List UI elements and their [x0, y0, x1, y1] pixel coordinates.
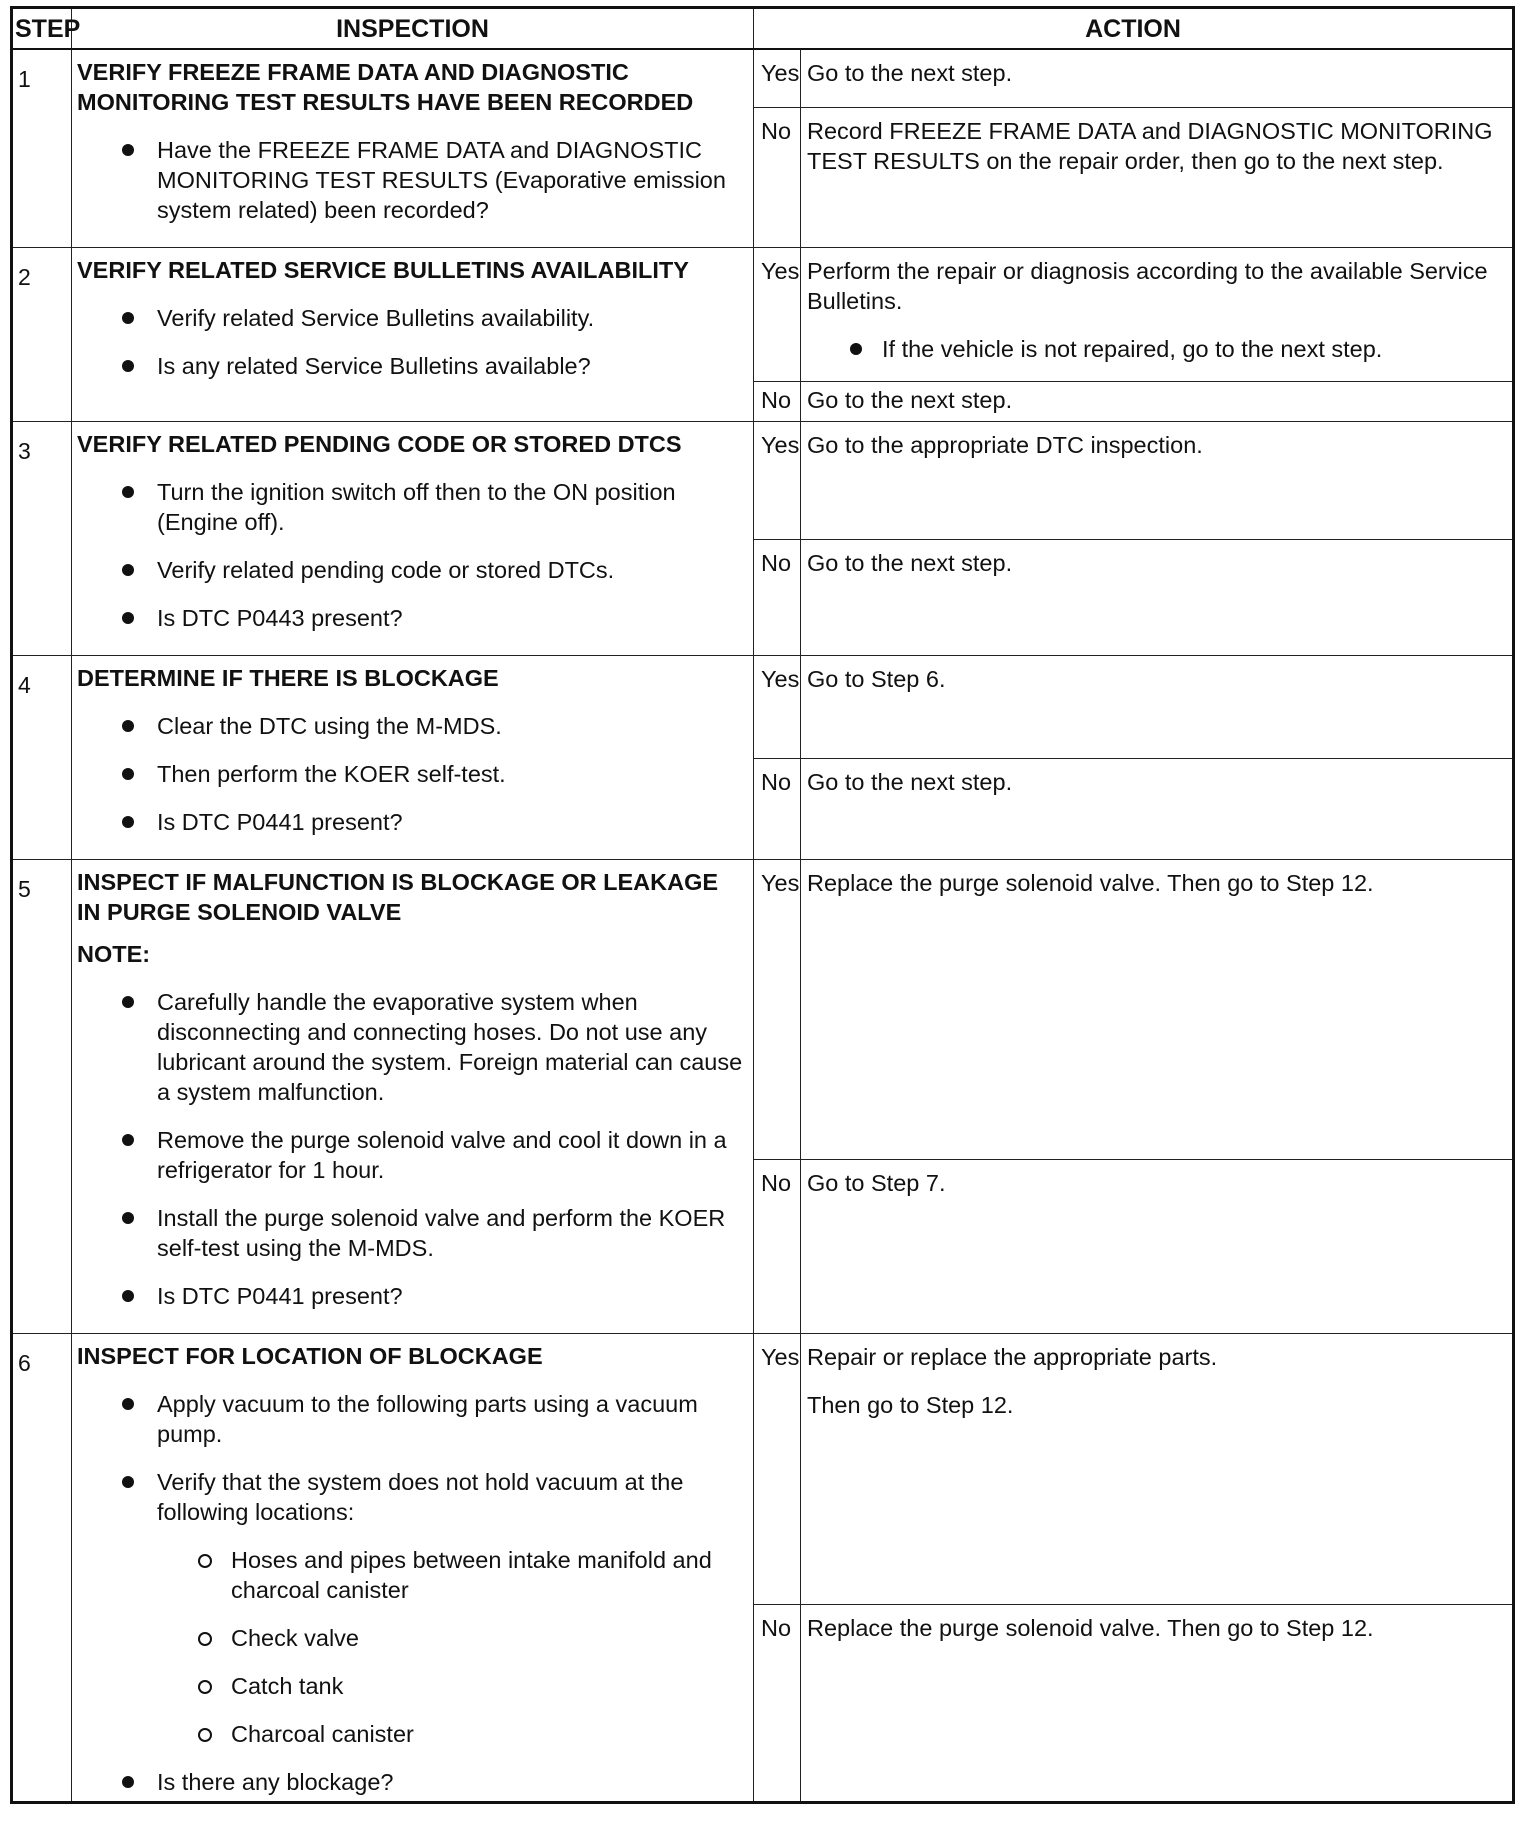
note-label: NOTE:	[77, 941, 151, 967]
no-action: Replace the purge solenoid valve. Then go to Step 12.	[801, 1604, 1514, 1802]
yes-action-followup: Then go to Step 12.	[807, 1392, 1014, 1418]
inspection-bullet-list	[77, 1389, 743, 1797]
inspection-bullet: Apply vacuum to the following parts using a vacuum pump.	[77, 1389, 743, 1449]
step-title: INSPECT IF MALFUNCTION IS BLOCKAGE OR LEAKAGE IN PURGE SOLENOID VALVE	[77, 869, 719, 925]
step-1-yes-row	[12, 49, 1514, 107]
action-bullet: If the vehicle is not repaired, go to the next step.	[807, 334, 1504, 364]
no-label: No	[754, 382, 801, 422]
inspection-bullet: Verify related Service Bulletins availability.	[77, 303, 743, 333]
inspection-bullet: Is DTC P0441 present?	[77, 1281, 743, 1311]
inspection-bullet: Remove the purge solenoid valve and cool it down in a refrigerator for 1 hour.	[77, 1125, 743, 1185]
step-3-inspection	[72, 422, 754, 656]
step-number: 3	[12, 422, 72, 656]
step-number: 6	[12, 1334, 72, 1803]
no-action: Go to the next step.	[801, 758, 1514, 859]
yes-action: Repair or replace the appropriate parts.	[807, 1344, 1218, 1370]
step-2-yes-row	[12, 248, 1514, 382]
inspection-column-header: INSPECTION	[72, 8, 754, 50]
yes-label: Yes	[754, 49, 801, 107]
yes-label: Yes	[754, 656, 801, 759]
inspection-bullet: Install the purge solenoid valve and perform the KOER self-test using the M-MDS.	[77, 1203, 743, 1263]
action-bullet-list	[807, 334, 1504, 364]
step-number: 2	[12, 248, 72, 422]
yes-label: Yes	[754, 1334, 801, 1605]
step-2-inspection	[72, 248, 754, 422]
step-number: 4	[12, 656, 72, 860]
step-1-inspection	[72, 49, 754, 248]
yes-action: Go to the appropriate DTC inspection.	[801, 422, 1514, 540]
step-title: DETERMINE IF THERE IS BLOCKAGE	[77, 665, 499, 691]
inspection-bullet: Is there any blockage?	[77, 1767, 743, 1797]
no-label: No	[754, 1159, 801, 1333]
location-sub-bullet: Check valve	[77, 1623, 743, 1653]
inspection-bullet: Is DTC P0443 present?	[77, 603, 743, 633]
location-sub-bullet: Charcoal canister	[77, 1719, 743, 1749]
step-title: VERIFY RELATED PENDING CODE OR STORED DTCS	[77, 431, 682, 457]
inspection-bullet-list	[77, 987, 743, 1311]
no-label: No	[754, 539, 801, 655]
inspection-bullet	[77, 1467, 743, 1749]
header-row	[12, 8, 1514, 50]
no-action: Go to the next step.	[801, 539, 1514, 655]
yes-label: Yes	[754, 248, 801, 382]
yes-action: Perform the repair or diagnosis according to the available Service Bulletins.	[807, 258, 1488, 314]
inspection-bullet: Have the FREEZE FRAME DATA and DIAGNOSTIC MONITORING TEST RESULTS (Evaporative emission system related) been recorded?	[77, 135, 743, 225]
step-title: VERIFY RELATED SERVICE BULLETINS AVAILABILITY	[77, 257, 689, 283]
inspection-bullet-list	[77, 303, 743, 381]
step-number: 1	[12, 49, 72, 248]
step-6-yes-row	[12, 1334, 1514, 1605]
step-5-yes-row	[12, 860, 1514, 1160]
yes-action: Replace the purge solenoid valve. Then go to Step 12.	[801, 860, 1514, 1160]
diagnostic-procedure-table	[10, 6, 1515, 1804]
step-3-yes-row	[12, 422, 1514, 540]
inspection-bullet: Is DTC P0441 present?	[77, 807, 743, 837]
location-sub-bullet: Hoses and pipes between intake manifold and charcoal canister	[77, 1545, 743, 1605]
yes-action: Go to Step 6.	[801, 656, 1514, 759]
step-5-inspection	[72, 860, 754, 1334]
inspection-bullet: Then perform the KOER self-test.	[77, 759, 743, 789]
inspection-bullet-text: Verify that the system does not hold vacuum at the following locations:	[157, 1469, 684, 1525]
step-title: INSPECT FOR LOCATION OF BLOCKAGE	[77, 1343, 543, 1369]
action-column-header: ACTION	[754, 8, 1514, 50]
inspection-bullet: Verify related pending code or stored DTCs.	[77, 555, 743, 585]
yes-action-cell	[801, 1334, 1514, 1605]
yes-action-cell	[801, 248, 1514, 382]
inspection-bullet-list	[77, 711, 743, 837]
no-label: No	[754, 1604, 801, 1802]
inspection-bullet: Turn the ignition switch off then to the ON position (Engine off).	[77, 477, 743, 537]
no-label: No	[754, 107, 801, 247]
step-4-inspection	[72, 656, 754, 860]
inspection-bullet: Clear the DTC using the M-MDS.	[77, 711, 743, 741]
location-sub-list	[77, 1545, 743, 1749]
no-action: Record FREEZE FRAME DATA and DIAGNOSTIC MONITORING TEST RESULTS on the repair order, then go to the next step.	[801, 107, 1514, 247]
step-column-header: STEP	[12, 8, 72, 50]
step-4-yes-row	[12, 656, 1514, 759]
no-action: Go to Step 7.	[801, 1159, 1514, 1333]
yes-label: Yes	[754, 860, 801, 1160]
yes-label: Yes	[754, 422, 801, 540]
inspection-bullet: Is any related Service Bulletins available?	[77, 351, 743, 381]
no-label: No	[754, 758, 801, 859]
location-sub-bullet: Catch tank	[77, 1671, 743, 1701]
yes-action: Go to the next step.	[801, 49, 1514, 107]
inspection-bullet-list	[77, 477, 743, 633]
step-title: VERIFY FREEZE FRAME DATA AND DIAGNOSTIC MONITORING TEST RESULTS HAVE BEEN RECORDED	[77, 59, 694, 115]
step-number: 5	[12, 860, 72, 1334]
no-action: Go to the next step.	[801, 382, 1514, 422]
inspection-bullet: Carefully handle the evaporative system when disconnecting and connecting hoses. Do not use any lubricant around the system. Foreign material can cause a system malfunction.	[77, 987, 743, 1107]
inspection-bullet-list	[77, 135, 743, 225]
step-6-inspection	[72, 1334, 754, 1803]
